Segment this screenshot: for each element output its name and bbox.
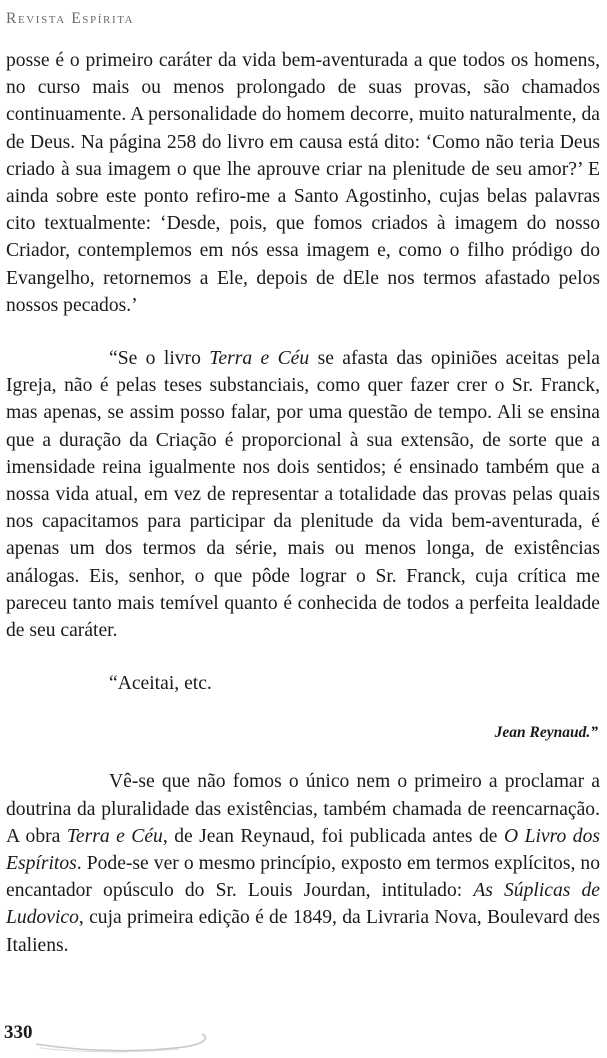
paragraph-4-text-c: . Pode-se ver o mesmo princípio, exposto em termos explícitos, no encantador opúsculo do Sr. Louis Jourdan, intitulado: xyxy=(6,853,600,902)
running-head-title: Revista Espírita xyxy=(6,10,135,27)
paragraph-2 xyxy=(6,345,600,644)
paragraph-4-text-a: Vê-se que não fomos o único nem o primeiro a proclamar a doutrina da pluralidade das existências, também chamada de reencarnação. A obra xyxy=(6,771,600,847)
paragraph-gap xyxy=(6,644,600,670)
paragraph-1: posse é o primeiro caráter da vida bem-aventurada a que todos os homens, no curso mais ou menos prolongado de suas provas, são chamados continuamente. A personalidade do homem decorre, muito naturalmente, da de Deus. Na página 258 do livro em causa está dito: ‘Como não teria Deus criado à sua imagem o que lhe aprouve criar na plenitude de seu amor?’ E ainda sobre este ponto refiro-me a Santo Agostinho, cujas belas palavras cito textualmente: ‘Desde, pois, que fomos criados à imagem do nosso Criador, contemplemos em nós essa imagem e, como o filho pródigo do Evangelho, retornemos a Ele, depois de dEle nos termos afastado pelos nossos pecados.’ xyxy=(6,50,600,316)
paragraph-2-text-b: se afasta das opiniões aceitas pela Igreja, não é pelas teses substanciais, como quer fazer crer o Sr. Franck, mas apenas, se assim posso falar, por uma questão de tempo. Ali se ensina que a duração da Criação é proporcional à sua extensão, de sorte que a imensidade reina igualmente nos dois sentidos; é ensinado também que a nossa vida atual, em vez de representar a totalidade das provas pelas quais nos capacitamos para participar da plenitude da vida bem-aventurada, é apenas um dos termos da série, mais ou menos longa, de existências análogas. Eis, senhor, o que pôde lograr o Sr. Franck, cuja crítica me pareceu tanto mais temível quanto é conhecida de todos a perfeita lealdade de seu caráter. xyxy=(6,348,600,642)
paragraph-gap xyxy=(6,746,600,768)
closing-salutation: “Aceitai, etc. xyxy=(109,673,212,695)
paragraph-4-text-b: , de Jean Reynaud, foi publicada antes de xyxy=(162,825,504,847)
page-number-swoosh-ornament xyxy=(34,1020,214,1054)
signature: Jean Reynaud.” xyxy=(494,724,598,742)
book-title-terra-e-ceu-2: Terra e Céu xyxy=(66,825,163,847)
page-number: 330 xyxy=(4,1022,33,1043)
book-title-suplicas-de-ludovico: As Súplicas de Ludovico xyxy=(6,880,600,929)
book-title-terra-e-ceu: Terra e Céu xyxy=(209,348,310,370)
paragraph-gap xyxy=(6,697,600,719)
page-body xyxy=(6,47,600,959)
paragraph-gap xyxy=(6,319,600,345)
paragraph-4-text-d: , cuja primeira edição é de 1849, da Livraria Nova, Boulevard des Italiens. xyxy=(6,907,600,956)
book-title-livro-dos-espiritos: O Livro dos Espíritos xyxy=(6,825,600,875)
paragraph-2-text-a: “Se o livro xyxy=(109,348,210,370)
paragraph-4 xyxy=(6,768,600,958)
